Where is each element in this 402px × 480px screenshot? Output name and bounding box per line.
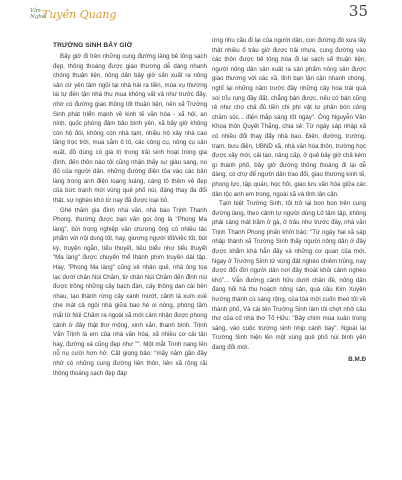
- section-heading: TRƯỜNG SINH BÂY GIỜ: [53, 42, 133, 49]
- paragraph: Tạm biệt Trường Sinh, tôi trở lại bon bon trên cung đường làng, theo cảnh tự người dùng Lô tâm tập, không phải càng mát trăm ở gà, ở trâu như trước đây, nhà văn Trịnh Thanh Phong phấn khởi bảo: "Từ ngày hai xã sáp nhập thành xã Trường Sinh thấy người nông dân ở đây được khẩm khá hẳn đấy và những cơ quan của mới, Ngay ở Trường Sinh từ vùng đất nghèo chiêm trũng, nay được đổi đời người dân nơi đây thoát khỏi cảnh nghèo khó"... Vẫn đường cánh hữu dưới chân đê, nông dân đang hối hả thu hoạch nông sản, qua cầu Kim Xuyên hướng thành cù sáng rộng, của tòa mời cuốn theo tôi về thành phố, Và cái tên Trường Sinh làm tôi chợt nhớ câu thơ của cố nhà thơ Tố Hữu: "Bây chìm mùa xuân trong sáng, vào cuộc trường sinh nhịp cánh bay". Ngoài lại Trường Sinh hiện lên một vùng quê phố núi bình yên đang đổi mới.: [212, 200, 366, 351]
- article-column-right: [212, 36, 366, 364]
- paragraph: ứng nhu cầu đi lại của người dân, con đường đó xưa lấy thật nhiều ổ trâu giờ được trải nhựa, cung đường vào các thôn được bê tông hóa đi lại sạch sẽ thuận tiện; người nông dân sản xuất ra sản phẩm nông sản được giao thương với các xã, tỉnh bạn lân cận nhanh chóng, nghĩ lại những năm trước đây những cây hoa trái quả soi trĩu rụng đầy đất, chẳng bán được, nếu có bán cũng rẻ như cho chả đủ tiền chi phí vật tư phân bón công chăm sóc... điện thắp sáng tốt ngày". Ông Nguyễn Văn Khoa thôn Quyết Thắng, chia sẻ: Từ ngày sáp nhập xã có nhiều đổi thay đẩy nhà bao. Điện, đường, trường, trạm, bưu điện, UBND xã, nhà văn hóa thôn, trường học được xây mới, cải tạo, nâng cấp, ở quê bây giờ chả kém gì thành phố, bây giờ đường thông thoáng đi lại dễ dàng, có chợ để người dân trao đổi, giao thương kinh tế, phong lực, tập quán, học hỏi, giao lưu văn hóa giữa các dân tộc anh em trong, ngoài xã và tỉnh lân cận.: [212, 37, 366, 198]
- logo-word-nghe: Nghệ: [30, 14, 46, 20]
- paragraph: Ghé thăm gia đình nhà văn, nhà báo Trịnh Thanh Phong, thường được bạn văn gọi ông là "Phong Ma làng", bởi trong nghiệp văn chương ông có nhiều tác phẩm với nội dung tốt, hay, giương người tốt/việc tốt, bút ký, truyện ngắn, tiểu thuyết, tiêu biểu như tiểu thuyết "Ma làng" được chuyển thể thành phim truyền dài tập. Hay, "Phong Ma làng" cũng vẻ nhân quê, nhà ông tọa lạc dưới chân Núi Chăm, từ chân Núi Chăm đến đỉnh núi được trồng những cây bạch đàn, cây thông dan cài bên nhau, tạo thành rừng cây xanh mướt, cảnh là xum xuê che mát cả ngôi nhà giữa bao hè oi nóng, phòng tầm mắt từ Núi Chăm ra ngoài xã mới cảm nhận được phong cảnh ở đây thật thơ mộng, xinh xắn, thanh bình. Trịnh Văn Trịnh là em của nhà văn hóa, xã nhiều cơ cải tân hay, đường xá cũng đẹp như "". Một mắt Trinh nang lên nỗ nụ cười hơn hở. Cất giọng bảo: "mấy năm gần đây nhờ có những cung đường liên thôn, liên xã rộng rãi thông thoáng sạch đẹp đáp: [53, 206, 207, 377]
- article-column-left: [53, 41, 207, 378]
- page-number: 35: [348, 2, 368, 20]
- paragraph: Bây giờ đi trên những cung đường làng bê tông sạch đẹp, thông thoáng được giao thương dễ dàng nhanh chóng thuận tiện, nông dân bây giờ sản xuất ra nông sản cứ yên tâm ngồi tại nhà hái ra tiền, mùa vụ thương lái tự đến tận nhà thu mua không vất vả như trước đây, nhờ có đường giao thông tốt thuận tiện, nên xã Trường Sinh phát triển mạnh về kinh tế văn hóa - xã hội, an ninh, quốc phòng đảm bảo bình yên, xã bây giờ không còn hộ đói, không còn nhà tạm, nhiều hộ xây nhà cao tầng trọc trời, mua sắm ô tô, các công cụ, nông cụ sản xuất, đồ dùng có giá trị trong trải sinh hoạt trong gia đình, đến thôn nào tôi cũng nhận thấy sự giàu sang, no đủ của người dân, những đường điện tỏa vào các bản làng trong ánh điện loang loáng, càng tô thêm vẻ đẹp của bức tranh mới vùng quê phố núi, đáng thay đa đổi thật, sự nghèo khó từ nay đã được loại bỏ.: [53, 53, 207, 204]
- logo-title: Tuyên Quang: [42, 8, 117, 21]
- logo-word-van: Văn: [30, 8, 41, 14]
- author-signature: B.M.Đ: [348, 355, 366, 363]
- magazine-logo: [30, 6, 120, 28]
